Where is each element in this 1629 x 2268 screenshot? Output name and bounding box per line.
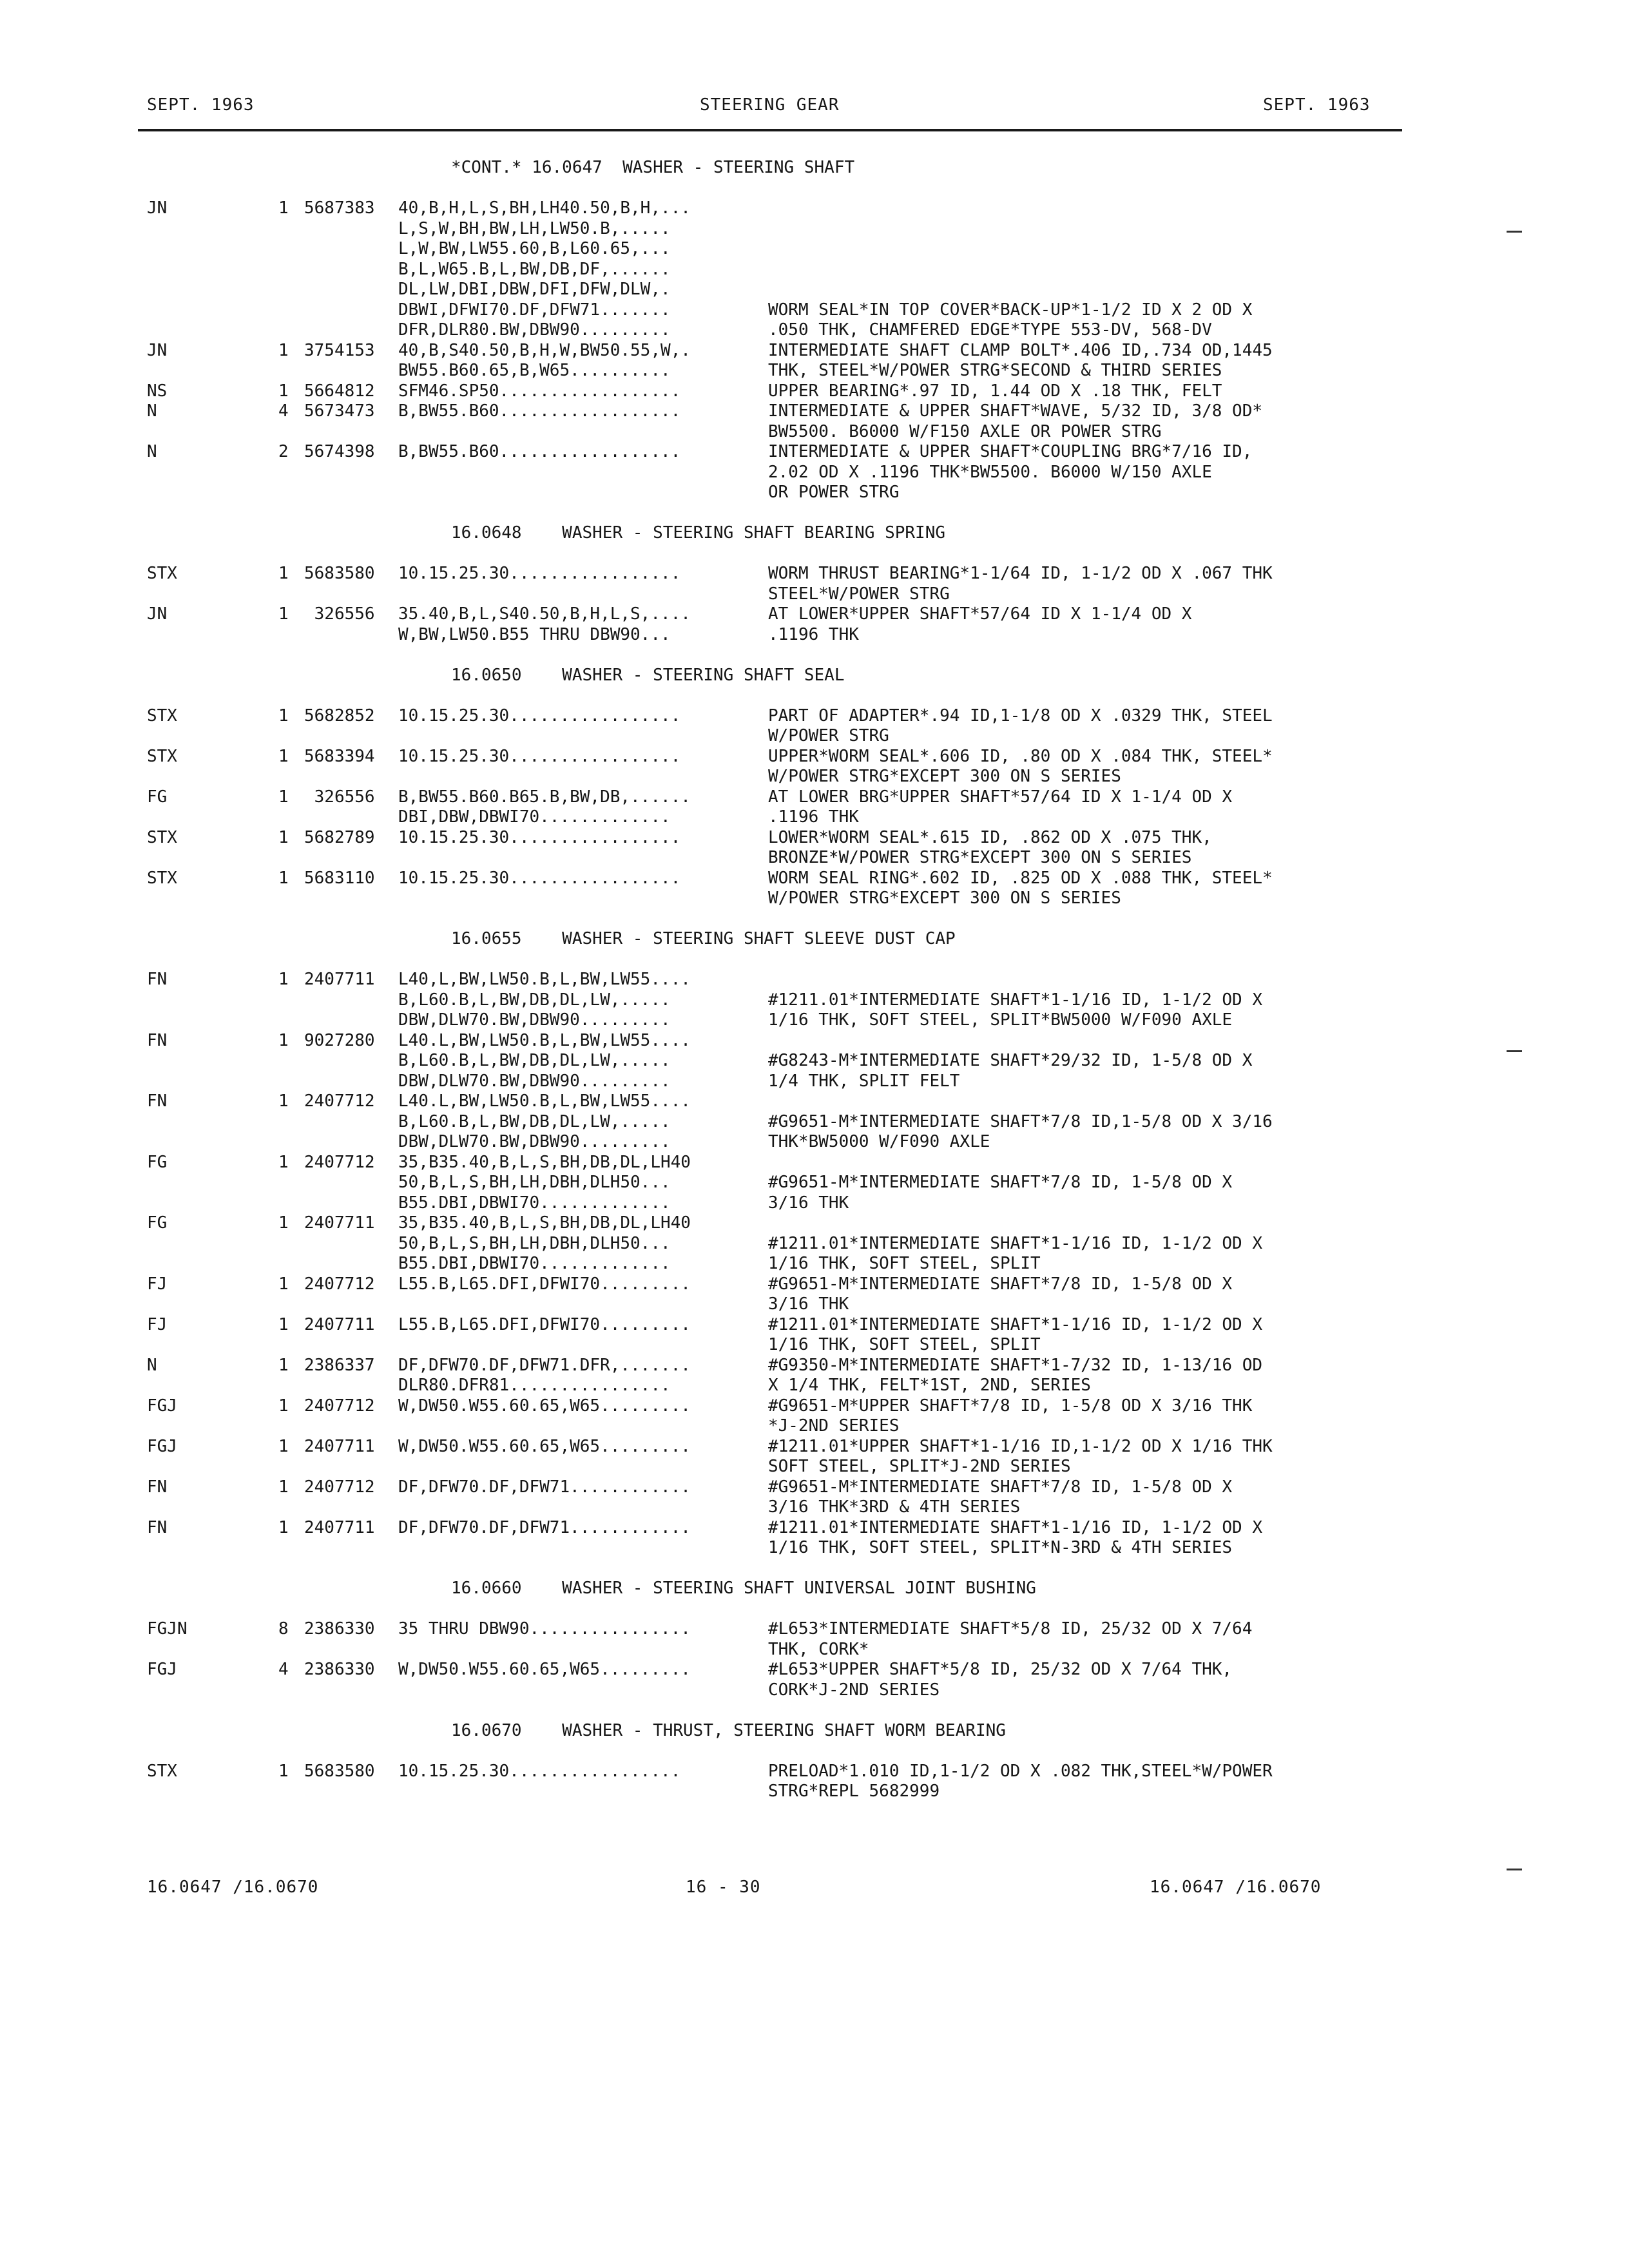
part-number: 5664812 (304, 381, 375, 401)
description-text: #G9651-M*INTERMEDIATE SHAFT*7/8 ID, 1-5/8 OD X (768, 1477, 1233, 1497)
description-text: W/POWER STRG*EXCEPT 300 ON S SERIES (768, 889, 1121, 908)
parts-listing (0, 158, 1629, 1802)
description-text: X 1/4 THK, FELT*1ST, 2ND, SERIES (768, 1376, 1091, 1395)
footer-left-range: 16.0647 /16.0670 (147, 1878, 319, 1897)
entry-line (0, 1193, 1629, 1214)
quantity: 1 (278, 1477, 289, 1497)
description-text: 3/16 THK (768, 1294, 849, 1314)
application-text: L,S,W,BH,BW,LH,LW50.B,..... (398, 218, 671, 238)
description-text: OR POWER STRG (768, 483, 900, 502)
section-spacer (0, 1599, 1629, 1620)
section-spacer (0, 1559, 1629, 1579)
application-text: L,W,BW,LW55.60,B,L60.65,... (398, 239, 671, 258)
application-text: B,BW55.B60.................. (398, 442, 681, 461)
quantity: 1 (278, 564, 289, 583)
part-number: 2407711 (304, 970, 375, 989)
description-text: #G9651-M*UPPER SHAFT*7/8 ID, 1-5/8 OD X 3/16 THK (768, 1396, 1253, 1416)
entry-line (0, 787, 1629, 808)
entry-line (0, 341, 1629, 361)
section-spacer (0, 909, 1629, 930)
entry-line (0, 239, 1629, 260)
description-text: SOFT STEEL, SPLIT*J-2ND SERIES (768, 1457, 1071, 1476)
description-text: #G9651-M*INTERMEDIATE SHAFT*7/8 ID,1-5/8 OD X 3/16 (768, 1111, 1273, 1131)
entry-line (0, 625, 1629, 646)
entry-line (0, 767, 1629, 787)
application-text: W,DW50.W55.60.65,W65......... (398, 1436, 691, 1456)
margin-tick-mark (1507, 1869, 1522, 1870)
entry-line (0, 564, 1629, 584)
model-code: FGJ (147, 1436, 177, 1456)
entry-line (0, 1538, 1629, 1559)
application-text: DLR80.DFR81................ (398, 1376, 671, 1395)
entry-line (0, 869, 1629, 889)
entry-line (0, 401, 1629, 422)
entry-line (0, 604, 1629, 625)
entry-line (0, 1416, 1629, 1437)
part-number: 2407712 (304, 1152, 375, 1172)
entry-line (0, 584, 1629, 605)
description-text: .1196 THK (768, 807, 859, 827)
part-number: 5682789 (304, 827, 375, 847)
application-text: DL,LW,DBI,DBW,DFI,DFW,DLW,. (398, 280, 671, 299)
application-text: 10.15.25.30................. (398, 827, 681, 847)
application-text: B55.DBI,DBWI70............. (398, 1193, 671, 1213)
part-number: 5683110 (304, 868, 375, 888)
application-text: 10.15.25.30................. (398, 564, 681, 583)
model-code: STX (147, 746, 177, 766)
entry-line (0, 1660, 1629, 1680)
part-number: 2407711 (304, 1436, 375, 1456)
entry-line (0, 260, 1629, 280)
description-text: W/POWER STRG (768, 726, 889, 745)
application-text: 35 THRU DBW90................ (398, 1619, 691, 1639)
section-spacer (0, 544, 1629, 564)
application-text: B55.DBI,DBWI70............. (398, 1254, 671, 1273)
description-text: #G9350-M*INTERMEDIATE SHAFT*1-7/32 ID, 1-13/16 OD (768, 1355, 1263, 1375)
description-text: AT LOWER BRG*UPPER SHAFT*57/64 ID X 1-1/4 OD X (768, 787, 1233, 807)
description-text: #L653*INTERMEDIATE SHAFT*5/8 ID, 25/32 OD X 7/64 (768, 1619, 1253, 1639)
model-code: STX (147, 706, 177, 726)
entry-line (0, 1619, 1629, 1640)
section-spacer (0, 950, 1629, 970)
header-right-date: SEPT. 1963 (1263, 95, 1371, 115)
description-text: W/POWER STRG*EXCEPT 300 ON S SERIES (768, 767, 1121, 786)
section-heading: 16.0660 WASHER - STEERING SHAFT UNIVERSAL JOINT BUSHING (451, 1579, 1036, 1598)
part-number: 2407711 (304, 1517, 375, 1537)
application-text: DBW,DLW70.BW,DBW90......... (398, 1132, 671, 1151)
application-text: B,BW55.B60.B65.B,BW,DB,...... (398, 787, 691, 807)
entry-line (0, 1782, 1629, 1802)
part-number: 5682852 (304, 706, 375, 726)
description-text: LOWER*WORM SEAL*.615 ID, .862 OD X .075 THK, (768, 827, 1212, 847)
part-number: 2407712 (304, 1274, 375, 1294)
part-number: 2407712 (304, 1477, 375, 1497)
quantity: 1 (278, 1761, 289, 1781)
application-text: B,L,W65.B,L,BW,DB,DF,...... (398, 259, 671, 279)
description-text: #G9651-M*INTERMEDIATE SHAFT*7/8 ID, 1-5/8 OD X (768, 1173, 1233, 1192)
description-text: PART OF ADAPTER*.94 ID,1-1/8 OD X .0329 THK, STEEL (768, 706, 1273, 726)
application-text: 40,B,S40.50,B,H,W,BW50.55,W,. (398, 340, 691, 360)
entry-line (0, 1051, 1629, 1072)
model-code: FGJN (147, 1619, 188, 1639)
application-text: 50,B,L,S,BH,LH,DBH,DLH50... (398, 1173, 671, 1192)
model-code: FN (147, 1030, 168, 1050)
entry-line (0, 1294, 1629, 1315)
entry-line (0, 422, 1629, 443)
application-text: 10.15.25.30................. (398, 1761, 681, 1781)
section-heading: 16.0670 WASHER - THRUST, STEERING SHAFT WORM BEARING (451, 1720, 1006, 1740)
entry-line (0, 747, 1629, 767)
model-code: FG (147, 1213, 168, 1233)
quantity: 1 (278, 198, 289, 218)
application-text: 35,B35.40,B,L,S,BH,DB,DL,LH40 (398, 1213, 691, 1233)
part-number: 5674398 (304, 442, 375, 461)
entry-line (0, 1091, 1629, 1112)
quantity: 1 (278, 1314, 289, 1334)
application-text: 35,B35.40,B,L,S,BH,DB,DL,LH40 (398, 1152, 691, 1172)
part-number: 5673473 (304, 401, 375, 421)
quantity: 1 (278, 970, 289, 989)
description-text: INTERMEDIATE SHAFT CLAMP BOLT*.406 ID,.734 OD,1445 (768, 340, 1273, 360)
quantity: 1 (278, 340, 289, 360)
entry-line (0, 1132, 1629, 1153)
description-text: #1211.01*UPPER SHAFT*1-1/16 ID,1-1/2 OD X 1/16 THK (768, 1436, 1273, 1456)
entry-line (0, 990, 1629, 1011)
entry-line (0, 828, 1629, 849)
entry-line (0, 970, 1629, 990)
quantity: 2 (278, 442, 289, 461)
quantity: 4 (278, 401, 289, 421)
application-text: DFR,DLR80.BW,DBW90......... (398, 320, 671, 340)
application-text: DBW,DLW70.BW,DBW90......... (398, 1071, 671, 1091)
description-text: CORK*J-2ND SERIES (768, 1680, 940, 1700)
model-code: FN (147, 1517, 168, 1537)
section-spacer (0, 503, 1629, 524)
application-text: BW55.B60.65,B,W65.......... (398, 361, 671, 380)
application-text: W,BW,LW50.B55 THRU DBW90... (398, 624, 671, 644)
quantity: 1 (278, 381, 289, 401)
section-heading: 16.0655 WASHER - STEERING SHAFT SLEEVE DUST CAP (451, 929, 956, 948)
part-number: 2386337 (304, 1355, 375, 1375)
section-spacer (0, 686, 1629, 706)
quantity: 1 (278, 1355, 289, 1375)
application-text: W,DW50.W55.60.65,W65......... (398, 1396, 691, 1416)
entry-line (0, 848, 1629, 869)
entry-line (0, 1396, 1629, 1417)
description-text: STEEL*W/POWER STRG (768, 584, 950, 604)
entry-line (0, 1072, 1629, 1092)
section-heading-row (0, 1721, 1629, 1742)
description-text: #G8243-M*INTERMEDIATE SHAFT*29/32 ID, 1-5/8 OD X (768, 1051, 1253, 1070)
entry-line (0, 1457, 1629, 1477)
quantity: 1 (278, 1152, 289, 1172)
part-number: 2386330 (304, 1660, 375, 1679)
model-code: FN (147, 1477, 168, 1497)
entry-line (0, 1153, 1629, 1173)
entry-line (0, 807, 1629, 828)
section-heading-row (0, 523, 1629, 544)
application-text: 40,B,H,L,S,BH,LH40.50,B,H,... (398, 198, 691, 218)
part-number: 2407711 (304, 1213, 375, 1233)
description-text: 3/16 THK (768, 1193, 849, 1213)
model-code: FG (147, 1152, 168, 1172)
description-text: 2.02 OD X .1196 THK*BW5500. B6000 W/150 AXLE (768, 462, 1212, 482)
description-text: #1211.01*INTERMEDIATE SHAFT*1-1/16 ID, 1-1/2 OD X (768, 1314, 1263, 1334)
description-text: AT LOWER*UPPER SHAFT*57/64 ID X 1-1/4 OD X (768, 604, 1192, 624)
model-code: STX (147, 1761, 177, 1781)
description-text: BRONZE*W/POWER STRG*EXCEPT 300 ON S SERIES (768, 848, 1192, 867)
section-heading-row (0, 929, 1629, 950)
model-code: N (147, 1355, 157, 1375)
model-code: N (147, 401, 157, 421)
description-text: .1196 THK (768, 624, 859, 644)
part-number: 2386330 (304, 1619, 375, 1639)
entry-line (0, 1335, 1629, 1356)
description-text: 1/4 THK, SPLIT FELT (768, 1071, 960, 1091)
model-code: FN (147, 1091, 168, 1111)
application-text: W,DW50.W55.60.65,W65......... (398, 1660, 691, 1679)
section-spacer (0, 178, 1629, 199)
quantity: 1 (278, 1213, 289, 1233)
model-code: FJ (147, 1274, 168, 1294)
margin-tick-mark (1507, 1050, 1522, 1052)
description-text: THK, STEEL*W/POWER STRG*SECOND & THIRD SERIES (768, 361, 1222, 380)
quantity: 1 (278, 787, 289, 807)
description-text: #1211.01*INTERMEDIATE SHAFT*1-1/16 ID, 1-1/2 OD X (768, 990, 1263, 1010)
description-text: INTERMEDIATE & UPPER SHAFT*COUPLING BRG*7/16 ID, (768, 442, 1253, 461)
entry-line (0, 1477, 1629, 1498)
application-text: 10.15.25.30................. (398, 746, 681, 766)
section-heading: 16.0650 WASHER - STEERING SHAFT SEAL (451, 665, 845, 685)
description-text: 1/16 THK, SOFT STEEL, SPLIT (768, 1335, 1041, 1354)
entry-line (0, 280, 1629, 300)
footer-page-number: 16 - 30 (686, 1878, 761, 1897)
description-text: #1211.01*INTERMEDIATE SHAFT*1-1/16 ID, 1-1/2 OD X (768, 1233, 1263, 1253)
application-text: 35.40,B,L,S40.50,B,H,L,S,.... (398, 604, 691, 624)
quantity: 1 (278, 827, 289, 847)
entry-line (0, 1497, 1629, 1518)
section-heading: *CONT.* 16.0647 WASHER - STEERING SHAFT (451, 158, 855, 177)
part-number: 2407711 (304, 1314, 375, 1334)
part-number: 3754153 (304, 340, 375, 360)
quantity: 1 (278, 1517, 289, 1537)
entry-line (0, 1376, 1629, 1396)
application-text: DBWI,DFWI70.DF,DFW71....... (398, 300, 671, 320)
part-number: 5683580 (304, 1761, 375, 1781)
entry-line (0, 381, 1629, 402)
part-number: 2407712 (304, 1091, 375, 1111)
header-left-date: SEPT. 1963 (147, 95, 255, 115)
description-text: THK, CORK* (768, 1639, 869, 1659)
entry-line (0, 726, 1629, 747)
part-number: 326556 (304, 787, 375, 807)
application-text: DF,DFW70.DF,DFW71............ (398, 1477, 691, 1497)
description-text: 1/16 THK, SOFT STEEL, SPLIT (768, 1254, 1041, 1273)
model-code: FGJ (147, 1396, 177, 1416)
section-spacer (0, 645, 1629, 666)
entry-line (0, 1112, 1629, 1133)
entry-line (0, 1173, 1629, 1193)
description-text: WORM THRUST BEARING*1-1/64 ID, 1-1/2 OD X .067 THK (768, 564, 1273, 583)
margin-tick-mark (1507, 231, 1522, 233)
entry-line (0, 219, 1629, 240)
application-text: L55.B,L65.DFI,DFWI70......... (398, 1314, 691, 1334)
entry-line (0, 361, 1629, 381)
part-number: 2407712 (304, 1396, 375, 1416)
model-code: STX (147, 564, 177, 583)
description-text: STRG*REPL 5682999 (768, 1782, 940, 1801)
application-text: 10.15.25.30................. (398, 868, 681, 888)
application-text: SFM46.SP50.................. (398, 381, 681, 401)
description-text: #G9651-M*INTERMEDIATE SHAFT*7/8 ID, 1-5/8 OD X (768, 1274, 1233, 1294)
model-code: STX (147, 868, 177, 888)
model-code: JN (147, 198, 168, 218)
entry-line (0, 198, 1629, 219)
application-text: B,L60.B,L,BW,DB,DL,LW,..... (398, 1111, 671, 1131)
model-code: STX (147, 827, 177, 847)
description-text: WORM SEAL RING*.602 ID, .825 OD X .088 THK, STEEL* (768, 868, 1273, 888)
description-text: BW5500. B6000 W/F150 AXLE OR POWER STRG (768, 421, 1162, 441)
model-code: FGJ (147, 1660, 177, 1679)
quantity: 4 (278, 1660, 289, 1679)
entry-line (0, 463, 1629, 483)
header-title: STEERING GEAR (700, 95, 840, 115)
entry-line (0, 1213, 1629, 1234)
quantity: 1 (278, 706, 289, 726)
entry-line (0, 706, 1629, 727)
entry-line (0, 1010, 1629, 1031)
quantity: 1 (278, 1436, 289, 1456)
entry-line (0, 483, 1629, 503)
quantity: 1 (278, 746, 289, 766)
entry-line (0, 1680, 1629, 1701)
part-number: 9027280 (304, 1030, 375, 1050)
entry-line (0, 1274, 1629, 1295)
entry-line (0, 320, 1629, 341)
part-number: 5683580 (304, 564, 375, 583)
quantity: 1 (278, 1091, 289, 1111)
application-text: DBW,DLW70.BW,DBW90......... (398, 1010, 671, 1030)
description-text: THK*BW5000 W/F090 AXLE (768, 1132, 990, 1151)
application-text: B,BW55.B60.................. (398, 401, 681, 421)
part-number: 5687383 (304, 198, 375, 218)
model-code: FN (147, 970, 168, 989)
application-text: L55.B,L65.DFI,DFWI70......... (398, 1274, 691, 1294)
entry-line (0, 300, 1629, 321)
model-code: NS (147, 381, 168, 401)
model-code: JN (147, 604, 168, 624)
quantity: 1 (278, 868, 289, 888)
footer-right-range: 16.0647 /16.0670 (1150, 1878, 1322, 1897)
entry-line (0, 1315, 1629, 1336)
application-text: DF,DFW70.DF,DFW71............ (398, 1517, 691, 1537)
section-heading: 16.0648 WASHER - STEERING SHAFT BEARING SPRING (451, 523, 946, 543)
description-text: 1/16 THK, SOFT STEEL, SPLIT*N-3RD & 4TH SERIES (768, 1538, 1233, 1557)
model-code: JN (147, 340, 168, 360)
description-text: #L653*UPPER SHAFT*5/8 ID, 25/32 OD X 7/64 THK, (768, 1660, 1233, 1679)
description-text: UPPER BEARING*.97 ID, 1.44 OD X .18 THK, FELT (768, 381, 1222, 401)
description-text: #1211.01*INTERMEDIATE SHAFT*1-1/16 ID, 1-1/2 OD X (768, 1517, 1263, 1537)
part-number: 5683394 (304, 746, 375, 766)
application-text: L40,L,BW,LW50.B,L,BW,LW55.... (398, 970, 691, 989)
entry-line (0, 1356, 1629, 1376)
entry-line (0, 889, 1629, 909)
application-text: 10.15.25.30................. (398, 706, 681, 726)
description-text: .050 THK, CHAMFERED EDGE*TYPE 553-DV, 568-DV (768, 320, 1212, 340)
section-heading-row (0, 666, 1629, 686)
entry-line (0, 1234, 1629, 1254)
description-text: PRELOAD*1.010 ID,1-1/2 OD X .082 THK,STEEL*W/POWER (768, 1761, 1273, 1781)
section-spacer (0, 1700, 1629, 1721)
description-text: 1/16 THK, SOFT STEEL, SPLIT*BW5000 W/F090 AXLE (768, 1010, 1233, 1030)
entry-line (0, 1762, 1629, 1782)
description-text: *J-2ND SERIES (768, 1416, 900, 1436)
quantity: 1 (278, 1274, 289, 1294)
entry-line (0, 1640, 1629, 1660)
model-code: FG (147, 787, 168, 807)
section-heading-row (0, 158, 1629, 178)
part-number: 326556 (304, 604, 375, 624)
entry-line (0, 1031, 1629, 1052)
application-text: DBI,DBW,DBWI70............. (398, 807, 671, 827)
description-text: UPPER*WORM SEAL*.606 ID, .80 OD X .084 THK, STEEL* (768, 746, 1273, 766)
model-code: FJ (147, 1314, 168, 1334)
application-text: 50,B,L,S,BH,LH,DBH,DLH50... (398, 1233, 671, 1253)
description-text: WORM SEAL*IN TOP COVER*BACK-UP*1-1/2 ID X 2 OD X (768, 300, 1253, 320)
header-rule (138, 129, 1402, 131)
description-text: 3/16 THK*3RD & 4TH SERIES (768, 1497, 1021, 1517)
entry-line (0, 1518, 1629, 1539)
quantity: 1 (278, 1030, 289, 1050)
entry-line (0, 442, 1629, 463)
description-text: INTERMEDIATE & UPPER SHAFT*WAVE, 5/32 ID, 3/8 OD* (768, 401, 1263, 421)
quantity: 1 (278, 604, 289, 624)
entry-line (0, 1437, 1629, 1457)
entry-line (0, 1254, 1629, 1274)
model-code: N (147, 442, 157, 461)
section-heading-row (0, 1579, 1629, 1599)
application-text: L40.L,BW,LW50.B,L,BW,LW55.... (398, 1030, 691, 1050)
application-text: DF,DFW70.DF,DFW71.DFR,....... (398, 1355, 691, 1375)
application-text: B,L60.B,L,BW,DB,DL,LW,..... (398, 1051, 671, 1070)
quantity: 1 (278, 1396, 289, 1416)
application-text: L40.L,BW,LW50.B,L,BW,LW55.... (398, 1091, 691, 1111)
application-text: B,L60.B,L,BW,DB,DL,LW,..... (398, 990, 671, 1010)
section-spacer (0, 1741, 1629, 1762)
quantity: 8 (278, 1619, 289, 1639)
